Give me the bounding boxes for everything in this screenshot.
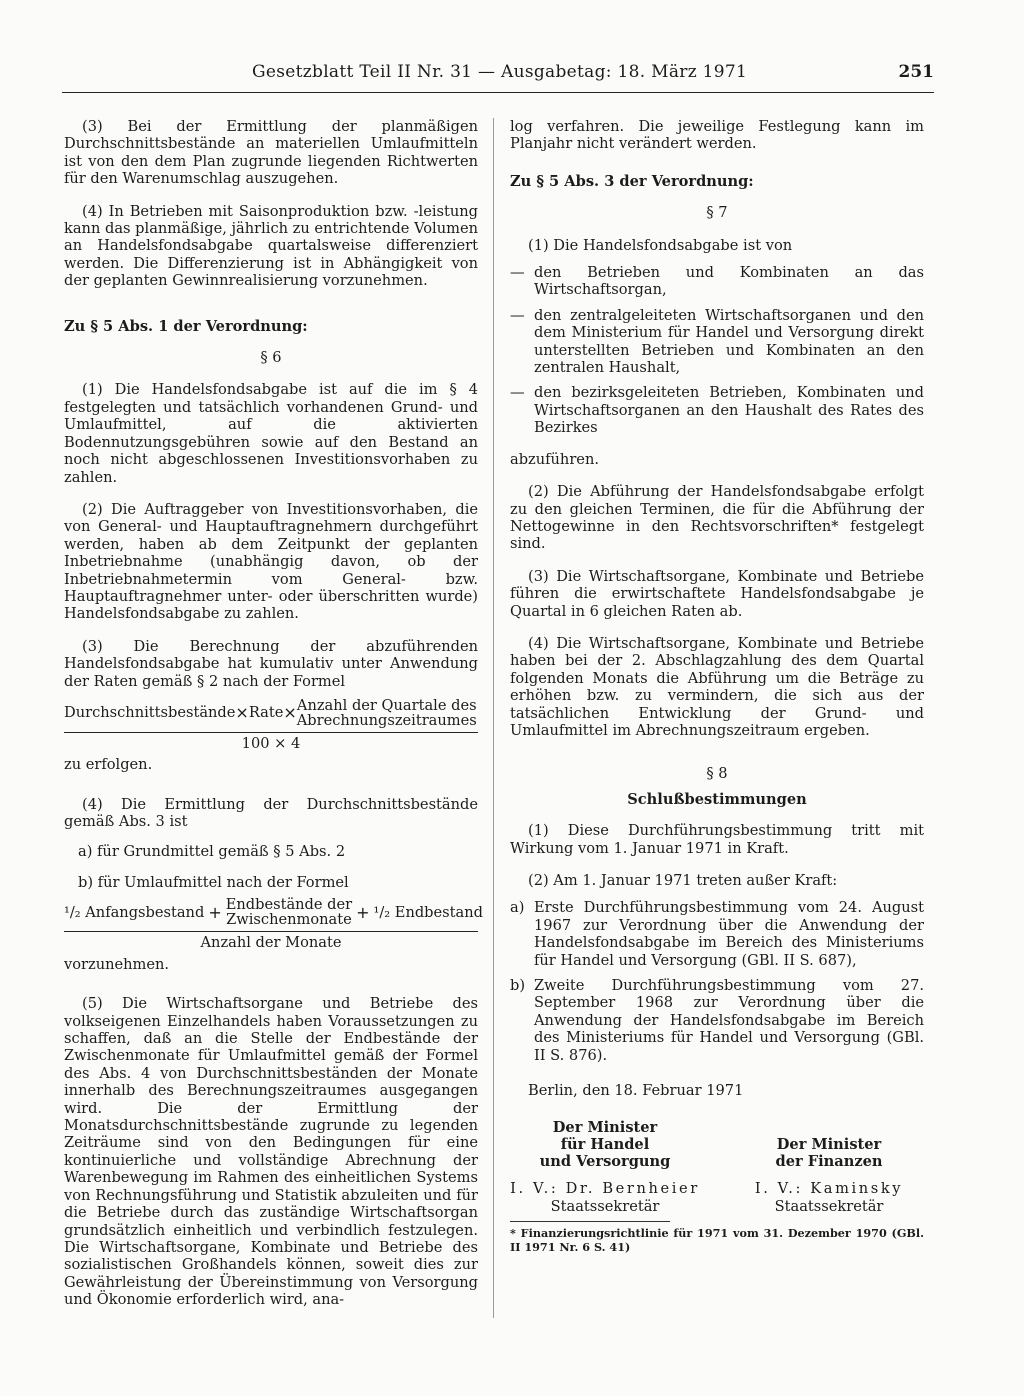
signature-minister-finanzen: Der Minister der Finanzen I. V.: Kaminsky Staatssekretär <box>754 1136 904 1215</box>
section-7-para-4: (4) Die Wirtschaftsorgane, Kombinate und Betriebe haben bei der 2. Abschlagzahlung des dem Quartal folgenden Monats die Abführung um die Beträge zu erhöhen bzw. zu vermindern, die sich aus der tatsächlichen Entwicklung der Grund- und Umlaufmittel im Abrechnungszeitraum ergeben. <box>510 634 924 739</box>
right-column <box>510 118 924 1254</box>
formula-2-half-start: ¹/₂ Anfangsbestand <box>64 903 205 921</box>
plus-sign: + <box>356 902 370 922</box>
section-7-abzufuehren: abzuführen. <box>510 450 599 468</box>
section-8-para-2: (2) Am 1. Januar 1971 treten außer Kraft: <box>528 872 838 889</box>
signature-area <box>510 1119 924 1215</box>
formula-1-term-rate: Rate <box>248 704 284 722</box>
section-7-para-1: (1) Die Handelsfondsabgabe ist von <box>528 236 793 254</box>
section-6-para-4a: a) für Grundmittel gemäß § 5 Abs. 2 <box>78 842 346 860</box>
multiply-sign: × <box>235 703 249 723</box>
footnote-rule <box>510 1221 670 1222</box>
section-6-para-2: (2) Die Auftraggeber von Investitionsvorhaben, die von General- und Hauptauftragnehmern durchgeführt werden, haben ab dem Zeitpunkt der geplanten Inbetriebnahme (unabhängig davon, ob der Inbetriebnahmetermin vom General- bzw. Hauptauftragnehmer unter- oder überschritten wurde) Handelsfondsabgabe zu zahlen. <box>64 500 478 623</box>
section-6-para-4: (4) Die Ermittlung der Durchschnittsbestände gemäß Abs. 3 ist <box>64 795 478 831</box>
formula-2-fraction-line <box>64 931 478 932</box>
multiply-sign: × <box>283 703 297 723</box>
formula-2-mid: Endbestände der Zwischenmonate <box>225 896 353 929</box>
section-6-para-4b: b) für Umlaufmittel nach der Formel <box>78 874 349 891</box>
column-divider <box>493 118 494 1318</box>
formula-2-denominator: Anzahl der Monate <box>200 934 342 952</box>
formula-1-term-durchschnitt: Durchschnittsbestände <box>64 704 236 722</box>
place-date: Berlin, den 18. Februar 1971 <box>528 1082 744 1100</box>
page-number: 251 <box>898 62 934 82</box>
continuation-text: log verfahren. Die jeweilige Festlegung kann im Planjahr nicht verändert werden. <box>510 118 924 153</box>
repeal-item-a: a) Erste Durchführungsbestimmung vom 24. August 1967 zur Verordnung über die Anwendung der Handelsfondsabgabe im Bereich des Ministeriums für Handel und Versorgung (GBl. II S. 687), <box>510 899 924 969</box>
formula-2 <box>64 896 483 952</box>
formula-1-term-quartale: Anzahl der Quartale des Abrechnungszeitraumes <box>296 696 477 729</box>
schlussbestimmungen-heading: Schlußbestimmungen <box>627 790 807 808</box>
section-8-para-1: (1) Diese Durchführungsbestimmung tritt mit Wirkung vom 1. Januar 1971 in Kraft. <box>510 822 924 857</box>
section-7-dash-item: — den bezirksgeleiteten Betrieben, Kombinaten und Wirtschaftsorganen an den Haushalt des Rates des Bezirkes <box>510 384 924 437</box>
section-6-para-3: (3) Die Berechnung der abzuführenden Handelsfondsabgabe hat kumulativ unter Anwendung der Raten gemäß § 2 nach der Formel <box>64 637 478 690</box>
paragraph-5-4: (4) In Betrieben mit Saisonproduktion bzw. -leistung kann das planmäßige, jährlich zu entrichtende Volumen an Handelsfondsabgabe quartalsweise differenziert werden. Die Differenzierung ist in Abhängigkeit von der geplanten Gewinnrealisierung vorzunehmen. <box>64 202 478 290</box>
formula-2-numerator <box>64 896 483 929</box>
formula-2-half-end: ¹/₂ Endbestand <box>373 903 483 921</box>
section-6-para-5: (5) Die Wirtschaftsorgane und Betriebe des volkseigenen Einzelhandels haben Voraussetzungen zu schaffen, daß an die Stelle der Endbestände der Zwischenmonate für Umlaufmittel gemäß der Formel des Abs. 4 von Durchschnittsbeständen der Monate innerhalb des Berechnungszeitraumes ausgegangen wird. Die der Ermittlung der Monatsdurchschnittsbestände zugrunde zu legenden Zeiträume sind von den Bedingungen für eine kontinuierliche und vollständige Abrechnung der Warenbewegung im Rahmen des einheitlichen Systems von Rechnungsführung und Statistik abzuleiten und für die Betriebe durch das zuständige Wirtschaftsorgan grundsätzlich einheitlich und verbindlich festzulegen. Die Wirtschaftsorgane, Kombinate und Betriebe des sozialistischen Großhandels können, soweit dies zur Gewährleistung der Übereinstimmung von Versorgung und Ökonomie erforderlich wird, ana- <box>64 995 478 1309</box>
formula-2-after: vorzunehmen. <box>64 955 170 973</box>
formula-1-numerator <box>64 698 478 728</box>
formula-1 <box>64 698 478 752</box>
section-7-dash-item: — den Betrieben und Kombinaten an das Wirtschaftsorgan, <box>510 264 924 299</box>
plus-sign: + <box>208 902 222 922</box>
section-6-title: § 6 <box>260 349 282 367</box>
section-7-title: § 7 <box>706 204 728 222</box>
formula-1-after: zu erfolgen. <box>64 756 153 774</box>
heading-abs3: Zu § 5 Abs. 3 der Verordnung: <box>510 172 754 190</box>
section-8-title: § 8 <box>706 765 728 783</box>
header-rule <box>62 92 934 93</box>
page-header <box>62 62 934 96</box>
repeal-item-b: b) Zweite Durchführungsbestimmung vom 27. September 1968 zur Verordnung über die Anwendung der Handelsfondsabgabe im Bereich des Ministeriums für Handel und Versorgung (GBl. II S. 876). <box>510 977 924 1064</box>
formula-1-denominator: 100 × 4 <box>241 734 301 752</box>
left-column <box>64 118 483 1309</box>
section-6-para-1: (1) Die Handelsfondsabgabe ist auf die im § 4 festgelegten und tatsächlich vorhandenen Grund- und Umlaufmittel, auf die aktivierten Bodennutzungsgebühren sowie auf den Bestand an noch nicht abgeschlossenen Investitionsvorhaben zu zahlen. <box>64 381 478 486</box>
section-7-para-3: (3) Die Wirtschaftsorgane, Kombinate und Betriebe führen die erwirtschaftete Handelsfondsabgabe je Quartal in 6 gleichen Raten ab. <box>510 567 924 620</box>
footnote: * Finanzierungsrichtlinie für 1971 vom 31. Dezember 1970 (GBl. II 1971 Nr. 6 S. 41) <box>510 1226 924 1255</box>
header-title: Gesetzblatt Teil II Nr. 31 — Ausgabetag: 18. März 1971 <box>252 62 748 82</box>
section-7-dash-item: — den zentralgeleiteten Wirtschaftsorganen und den dem Ministerium für Handel und Versorgung direkt unterstellten Betrieben und Kombinaten an den zentralen Haushalt, <box>510 306 924 377</box>
paragraph-5-3: (3) Bei der Ermittlung der planmäßigen Durchschnittsbestände an materiellen Umlaufmitteln ist von den dem Plan zugrunde liegenden Richtwerten für den Warenumschlag auszugehen. <box>64 118 478 188</box>
signature-minister-handel: Der Minister für Handel und Versorgung I. V.: Dr. Bernheier Staatssekretär <box>510 1119 700 1215</box>
section-7-para-2: (2) Die Abführung der Handelsfondsabgabe erfolgt zu den gleichen Terminen, die für die Abführung der Nettogewinne in den Rechtsvorschriften* festgelegt sind. <box>510 483 924 553</box>
formula-1-fraction-line <box>64 732 478 733</box>
heading-abs1: Zu § 5 Abs. 1 der Verordnung: <box>64 317 308 335</box>
